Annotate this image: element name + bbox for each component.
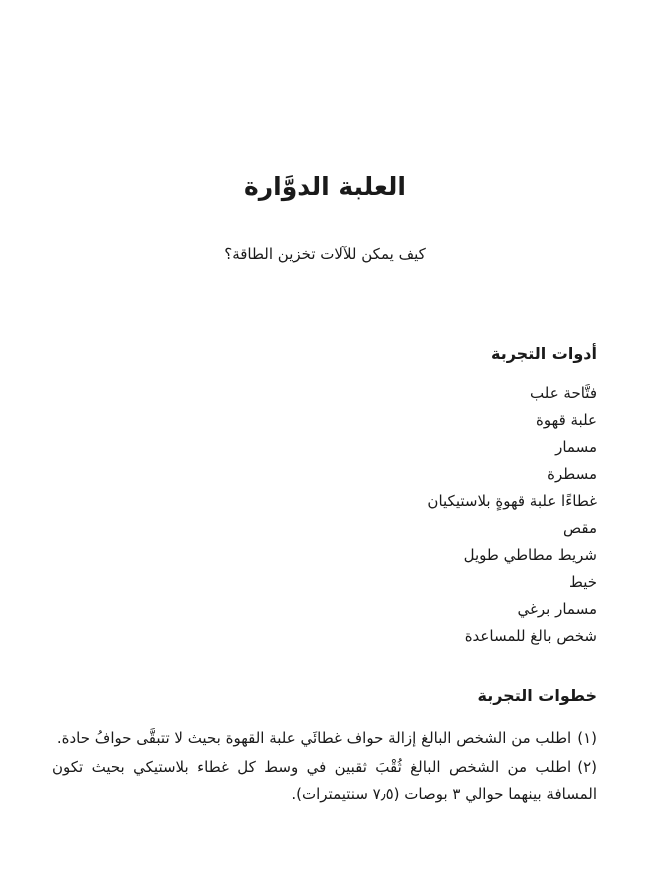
- tool-item: مسمار برغي: [517, 600, 597, 618]
- tool-item: مسطرة: [547, 465, 597, 483]
- step-item: [52, 754, 597, 808]
- tool-item: فتَّاحة علب: [530, 384, 597, 402]
- tool-item: غطاءًا علبة قهوةٍ بلاستيكيان: [427, 492, 597, 510]
- tool-item: مسمار: [555, 438, 597, 456]
- steps-list: [52, 725, 597, 810]
- step-text: اطلب من الشخص البالغ إزالة حواف غطائَي علبة القهوة بحيث لا تتبقَّى حوافُ حادة.: [56, 729, 572, 747]
- tool-item: شريط مطاطي طويل: [463, 546, 597, 564]
- tool-item: علبة قهوة: [536, 411, 597, 429]
- tool-item: خيط: [568, 573, 597, 591]
- page-title: العلبة الدوَّارة: [244, 172, 406, 201]
- tools-heading: أدوات التجربة: [491, 344, 597, 363]
- step-item: [52, 725, 597, 752]
- step-number: (٢): [577, 758, 597, 776]
- steps-heading: خطوات التجربة: [477, 686, 597, 705]
- tool-item: شخص بالغ للمساعدة: [464, 627, 597, 645]
- tools-list: [427, 380, 597, 650]
- step-number: (١): [577, 729, 597, 747]
- tool-item: مقص: [563, 519, 597, 537]
- page-subtitle: كيف يمكن للآلات تخزين الطاقة؟: [224, 245, 426, 263]
- step-text: اطلب من الشخص البالغ ثُقْبَ ثقبين في وسط كل غطاء بلاستيكي بحيث تكون المسافة بينهما حوالي ٣ بوصات (٧٫٥ سنتيمترات).: [52, 758, 597, 803]
